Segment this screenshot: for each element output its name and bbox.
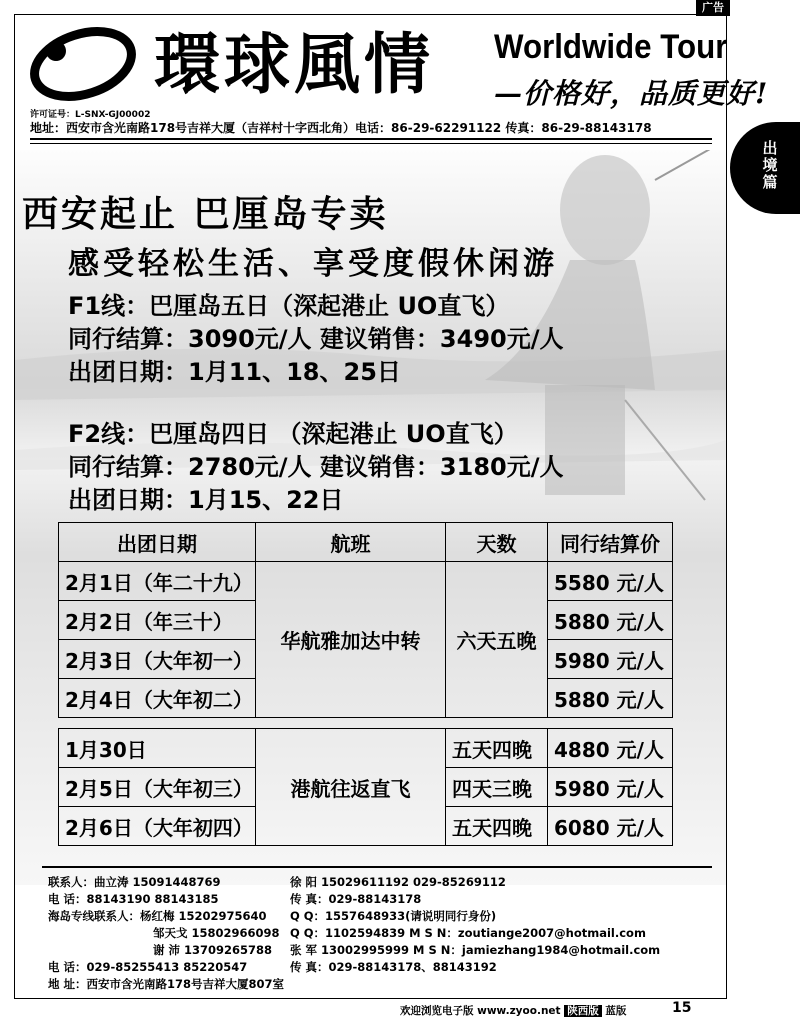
header-days: 天数 (446, 523, 548, 562)
row-price: 5880 元/人 (548, 679, 673, 718)
route-f2-name: F2线：巴厘岛四日 （深起港止 UO直飞） (68, 420, 518, 448)
table-spacer (59, 718, 673, 729)
island-contact-2-im: Q Q：1102594839 M S N：zoutiange2007@hotmail.com (290, 926, 646, 940)
row-days: 四天三晚 (446, 768, 548, 807)
table-row (59, 729, 673, 768)
slogan: —价格好，品质更好! (494, 77, 769, 110)
table-row (59, 562, 673, 601)
route-f2-price: 同行结算：2780元/人 建议销售：3180元/人 (68, 453, 564, 481)
schedule-table (58, 522, 673, 846)
office-phone: 电 话：029-85255413 85220547 (48, 960, 248, 974)
footer-color: 蓝版 (605, 1005, 627, 1017)
page-number: 15 (672, 1000, 692, 1016)
row-date: 2月2日（年三十） (59, 601, 256, 640)
island-contact-3: 谢 沛 13709265788 (153, 943, 273, 957)
table-header-row (59, 523, 673, 562)
route-f2-dates: 出团日期：1月15、22日 (68, 486, 344, 514)
brand-name-cn: 環球風情 (154, 25, 434, 103)
island-contact-2: 邹天戈 15802966098 (153, 926, 280, 940)
promo-title: 西安起止 巴厘岛专卖 (22, 193, 389, 235)
header-divider (30, 138, 712, 140)
footer-edition: 陕西版 (564, 1005, 602, 1017)
contact-person-2: 徐 阳 15029611192 029-85269112 (290, 875, 506, 889)
route-f1-price: 同行结算：3090元/人 建议销售：3490元/人 (68, 325, 564, 353)
row-date: 2月6日（大年初四） (59, 807, 256, 846)
contact-fax: 传 真：029-88143178 (290, 892, 422, 906)
side-tab-outbound (730, 122, 800, 214)
ad-tag: 广告 (696, 0, 730, 16)
contact-phone: 电 话：88143190 88143185 (48, 892, 219, 906)
row-price: 5980 元/人 (548, 640, 673, 679)
row-price: 5580 元/人 (548, 562, 673, 601)
row-days: 六天五晚 (446, 562, 548, 718)
row-date: 1月30日 (59, 729, 256, 768)
promo-subtitle: 感受轻松生活、享受度假休闲游 (68, 246, 558, 282)
globe-logo-icon (28, 24, 138, 102)
row-price: 5880 元/人 (548, 601, 673, 640)
row-price: 4880 元/人 (548, 729, 673, 768)
license-number: 许可证号：L-SNX-GJ00002 (30, 110, 151, 120)
route-f1-dates: 出团日期：1月11、18、25日 (68, 358, 401, 386)
row-price: 5980 元/人 (548, 768, 673, 807)
header-date: 出团日期 (59, 523, 256, 562)
brand-name-en: Worldwide Tour (494, 28, 728, 66)
side-tab-label: 出境篇 (762, 139, 778, 191)
office-address: 地 址：西安市含光南路178号吉祥大厦807室 (48, 977, 285, 991)
row-days: 五天四晚 (446, 807, 548, 846)
row-date: 2月1日（年二十九） (59, 562, 256, 601)
footer-bar (400, 1003, 626, 1018)
island-contact-qq: Q Q：1557648933(请说明同行身份) (290, 909, 497, 923)
header-flight: 航班 (256, 523, 446, 562)
row-date: 2月3日（大年初一） (59, 640, 256, 679)
footer-website: 欢迎浏览电子版 www.zyoo.net (400, 1005, 561, 1017)
company-address: 地址：西安市含光南路178号吉祥大厦（吉祥村十字西北角）电话：86-29-62291122 传真：86-29-88143178 (30, 121, 652, 135)
header-divider-thin (30, 143, 712, 144)
row-date: 2月5日（大年初三） (59, 768, 256, 807)
row-days: 五天四晚 (446, 729, 548, 768)
island-contact: 海岛专线联系人：杨红梅 15202975640 (48, 909, 267, 923)
contact-person: 联系人：曲立涛 15091448769 (48, 875, 221, 889)
row-flight: 港航往返直飞 (256, 729, 446, 846)
office-fax: 传 真：029-88143178、88143192 (290, 960, 497, 974)
row-flight: 华航雅加达中转 (256, 562, 446, 718)
header-price: 同行结算价 (548, 523, 673, 562)
route-f1-name: F1线：巴厘岛五日（深起港止 UO直飞） (68, 292, 510, 320)
row-date: 2月4日（大年初二） (59, 679, 256, 718)
footer-divider (42, 866, 712, 868)
island-contact-4: 张 军 13002995999 M S N：jamiezhang1984@hotmail.com (290, 943, 661, 957)
row-price: 6080 元/人 (548, 807, 673, 846)
